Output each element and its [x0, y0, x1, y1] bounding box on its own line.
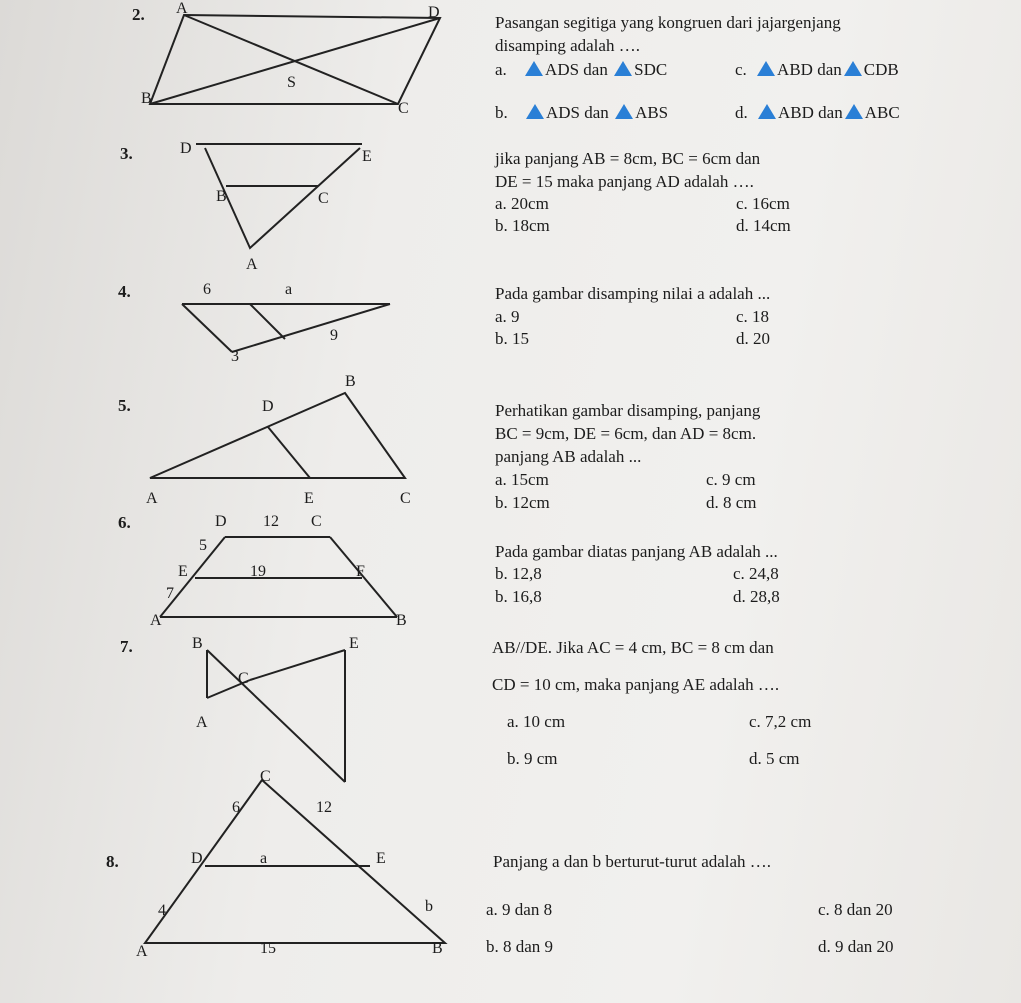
q2-option-c-text1: ABD dan [777, 60, 842, 79]
q5-number: 5. [118, 396, 131, 415]
q3-question-line1: jika panjang AB = 8cm, BC = 6cm dan [495, 149, 761, 168]
q2-option-a[interactable] [495, 60, 667, 80]
q8-question: Panjang a dan b berturut-turut adalah …. [493, 852, 772, 871]
q6-label-7: 7 [166, 585, 174, 602]
q8-label-15: 15 [260, 940, 276, 957]
q3-label-D: D [180, 140, 192, 157]
q5-option-c[interactable]: c. 9 cm [706, 470, 756, 489]
q8-label-4: 4 [158, 902, 166, 919]
q6-option-b[interactable]: b. 16,8 [495, 587, 542, 606]
triangle-icon [845, 104, 863, 119]
q8-label-A: A [136, 943, 148, 960]
q3-number: 3. [120, 144, 133, 163]
q8-label-6: 6 [232, 799, 240, 816]
triangle-icon [757, 61, 775, 76]
triangle-icon [525, 61, 543, 76]
q7-number: 7. [120, 637, 133, 656]
q2-option-a-text2: SDC [634, 60, 668, 79]
q8-label-b: b [425, 898, 433, 915]
q6-option-c[interactable]: c. 24,8 [733, 564, 779, 583]
q7-option-c[interactable]: c. 7,2 cm [749, 712, 812, 731]
q5-triangle-figure [150, 393, 405, 478]
q3-label-B: B [216, 188, 227, 205]
q6-label-D: D [215, 513, 227, 530]
q8-option-d[interactable]: d. 9 dan 20 [818, 937, 894, 956]
q7-bowtie-figure [207, 650, 345, 782]
q6-question: Pada gambar diatas panjang AB adalah ... [495, 542, 778, 561]
q7-question-line2: CD = 10 cm, maka panjang AE adalah …. [492, 675, 780, 694]
q7-label-E: E [349, 635, 359, 652]
q5-label-C: C [400, 490, 411, 507]
q8-label-12: 12 [316, 799, 332, 816]
q2-option-a-key: a. [495, 60, 507, 79]
q2-number: 2. [132, 5, 145, 24]
q2-question-line2: disamping adalah …. [495, 36, 640, 55]
q5-question-line3: panjang AB adalah ... [495, 447, 642, 466]
q7-label-B: B [192, 635, 203, 652]
q4-option-c[interactable]: c. 18 [736, 307, 770, 326]
q8-label-C: C [260, 768, 271, 785]
q4-question: Pada gambar disamping nilai a adalah ... [495, 284, 771, 303]
q8-number: 8. [106, 852, 119, 871]
q2-label-B: B [141, 90, 152, 107]
q7-option-b[interactable]: b. 9 cm [507, 749, 558, 768]
q5-label-B: B [345, 373, 356, 390]
q2-option-d[interactable] [735, 103, 900, 123]
q6-label-12: 12 [263, 513, 279, 530]
q3-option-a[interactable]: a. 20cm [495, 194, 549, 213]
q4-option-b[interactable]: b. 15 [495, 329, 529, 348]
q6-option-a[interactable]: b. 12,8 [495, 564, 542, 583]
q5-question-line1: Perhatikan gambar disamping, panjang [495, 401, 761, 420]
q2-question-line1: Pasangan segitiga yang kongruen dari jajargenjang [495, 13, 841, 32]
q4-option-d[interactable]: d. 20 [736, 329, 770, 348]
q7-question-line1: AB//DE. Jika AC = 4 cm, BC = 8 cm dan [492, 638, 774, 657]
q3-label-C: C [318, 190, 329, 207]
q6-label-E: E [178, 563, 188, 580]
q5-option-b[interactable]: b. 12cm [495, 493, 550, 512]
q2-option-b-text2: ABS [635, 103, 669, 122]
q2-option-c-text2: CDB [863, 60, 899, 79]
q6-label-A: A [150, 612, 162, 629]
q6-label-B: B [396, 612, 407, 629]
q3-option-d[interactable]: d. 14cm [736, 216, 791, 235]
q4-label-3: 3 [231, 348, 239, 365]
q2-option-d-key: d. [735, 103, 748, 122]
q6-option-d[interactable]: d. 28,8 [733, 587, 780, 606]
q6-label-C: C [311, 513, 322, 530]
q7-option-d[interactable]: d. 5 cm [749, 749, 800, 768]
q7-option-a[interactable]: a. 10 cm [507, 712, 566, 731]
q2-label-S: S [287, 74, 296, 91]
q4-triangle-figure [182, 304, 390, 352]
q3-label-E: E [362, 148, 372, 165]
q8-option-b[interactable]: b. 8 dan 9 [486, 937, 554, 956]
q8-label-a: a [260, 850, 268, 867]
q8-label-E: E [376, 850, 386, 867]
q5-option-d[interactable]: d. 8 cm [706, 493, 757, 512]
q8-triangle-figure [145, 780, 445, 943]
triangle-icon [526, 104, 544, 119]
q2-label-A: A [176, 0, 188, 17]
q4-label-a: a [285, 281, 293, 298]
q2-option-c[interactable] [735, 60, 899, 80]
q6-number: 6. [118, 513, 131, 532]
triangle-icon [844, 61, 862, 76]
q6-label-5: 5 [199, 537, 207, 554]
q5-option-a[interactable]: a. 15cm [495, 470, 549, 489]
q4-number: 4. [118, 282, 131, 301]
q8-option-a[interactable]: a. 9 dan 8 [486, 900, 553, 919]
q2-option-d-text2: ABC [864, 103, 900, 122]
q2-option-b-text1: ADS dan [546, 103, 609, 122]
q2-label-D: D [428, 4, 440, 21]
q6-label-19: 19 [250, 563, 266, 580]
triangle-icon [615, 104, 633, 119]
q3-label-A: A [246, 256, 258, 273]
q3-option-b[interactable]: b. 18cm [495, 216, 550, 235]
q7-label-C: C [238, 670, 249, 687]
q6-label-F: F [356, 563, 365, 580]
q5-question-line2: BC = 9cm, DE = 6cm, dan AD = 8cm. [495, 424, 757, 443]
q2-option-b[interactable] [495, 103, 668, 123]
q4-label-6: 6 [203, 281, 211, 298]
q3-question-line2: DE = 15 maka panjang AD adalah …. [495, 172, 754, 191]
q7-label-A: A [196, 714, 208, 731]
q4-label-9: 9 [330, 327, 338, 344]
q2-option-c-key: c. [735, 60, 747, 79]
q2-option-a-text1: ADS dan [545, 60, 608, 79]
q5-label-D: D [262, 398, 274, 415]
q3-option-c[interactable]: c. 16cm [736, 194, 790, 213]
q2-option-d-text1: ABD dan [778, 103, 843, 122]
triangle-icon [758, 104, 776, 119]
q4-option-a[interactable]: a. 9 [495, 307, 520, 326]
q5-label-E: E [304, 490, 314, 507]
q5-label-A: A [146, 490, 158, 507]
triangle-icon [614, 61, 632, 76]
q2-label-C: C [398, 100, 409, 117]
q2-option-b-key: b. [495, 103, 508, 122]
q8-label-B: B [432, 940, 443, 957]
q8-option-c[interactable]: c. 8 dan 20 [818, 900, 893, 919]
q8-label-D: D [191, 850, 203, 867]
